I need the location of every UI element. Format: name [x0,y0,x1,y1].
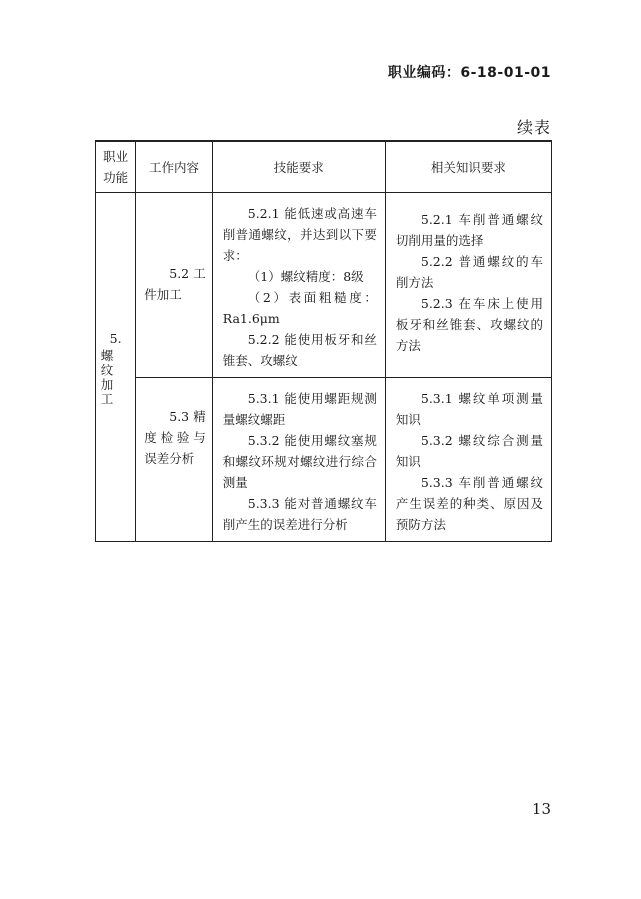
skill-item: 5.2.1 能低速或高速车削普通螺纹，并达到以下要求： [222,206,377,263]
header-work: 工作内容 [136,141,213,193]
skills-table [95,140,552,542]
header-function: 职业功能 [96,141,136,193]
page-number: 13 [531,800,551,818]
knowledge-item: 5.2.2 普通螺纹的车削方法 [395,254,543,290]
continued-label: 续表 [516,118,551,137]
function-cell [96,193,136,542]
work-content-cell [136,378,213,542]
knowledge-item: 5.2.3 在车床上使用板牙和丝锥套、攻螺纹的方法 [395,296,543,353]
skills-cell [212,193,385,378]
knowledge-item: 5.3.3 车削普通螺纹产生误差的种类、原因及预防方法 [395,475,543,532]
occupation-code: 职业编码：6-18-01-01 [387,65,551,81]
skill-item: 5.2.2 能使用板牙和丝锥套、攻螺纹 [222,332,377,368]
skill-item: 5.3.3 能对普通螺纹车削产生的误差进行分析 [222,496,377,532]
knowledge-item: 5.3.2 螺纹综合测量知识 [395,433,543,469]
skill-item: 5.3.1 能使用螺距规测量螺纹螺距 [222,391,377,427]
knowledge-cell [385,193,551,378]
table-row [96,193,552,378]
work-content: 5.3 精度检验与误差分析 [144,409,206,466]
skill-item: （2）表面粗糙度：Ra1.6μm [222,290,377,326]
skill-item: 5.3.2 能使用螺纹塞规和螺纹环规对螺纹进行综合测量 [222,433,377,490]
work-content: 5.2 工件加工 [144,266,206,302]
table-header-row [96,141,552,193]
header-knowledge: 相关知识要求 [385,141,551,193]
knowledge-item: 5.2.1 车削普通螺纹切削用量的选择 [395,212,543,248]
function-number: 5. [109,330,122,346]
header-skills: 技能要求 [212,141,385,193]
skills-cell [212,378,385,542]
table-row [96,378,552,542]
function-name: 螺纹加工 [99,348,114,407]
skill-item: （1）螺纹精度：8级 [247,269,364,284]
work-content-cell [136,193,213,378]
knowledge-item: 5.3.1 螺纹单项测量知识 [395,391,543,427]
knowledge-cell [385,378,551,542]
